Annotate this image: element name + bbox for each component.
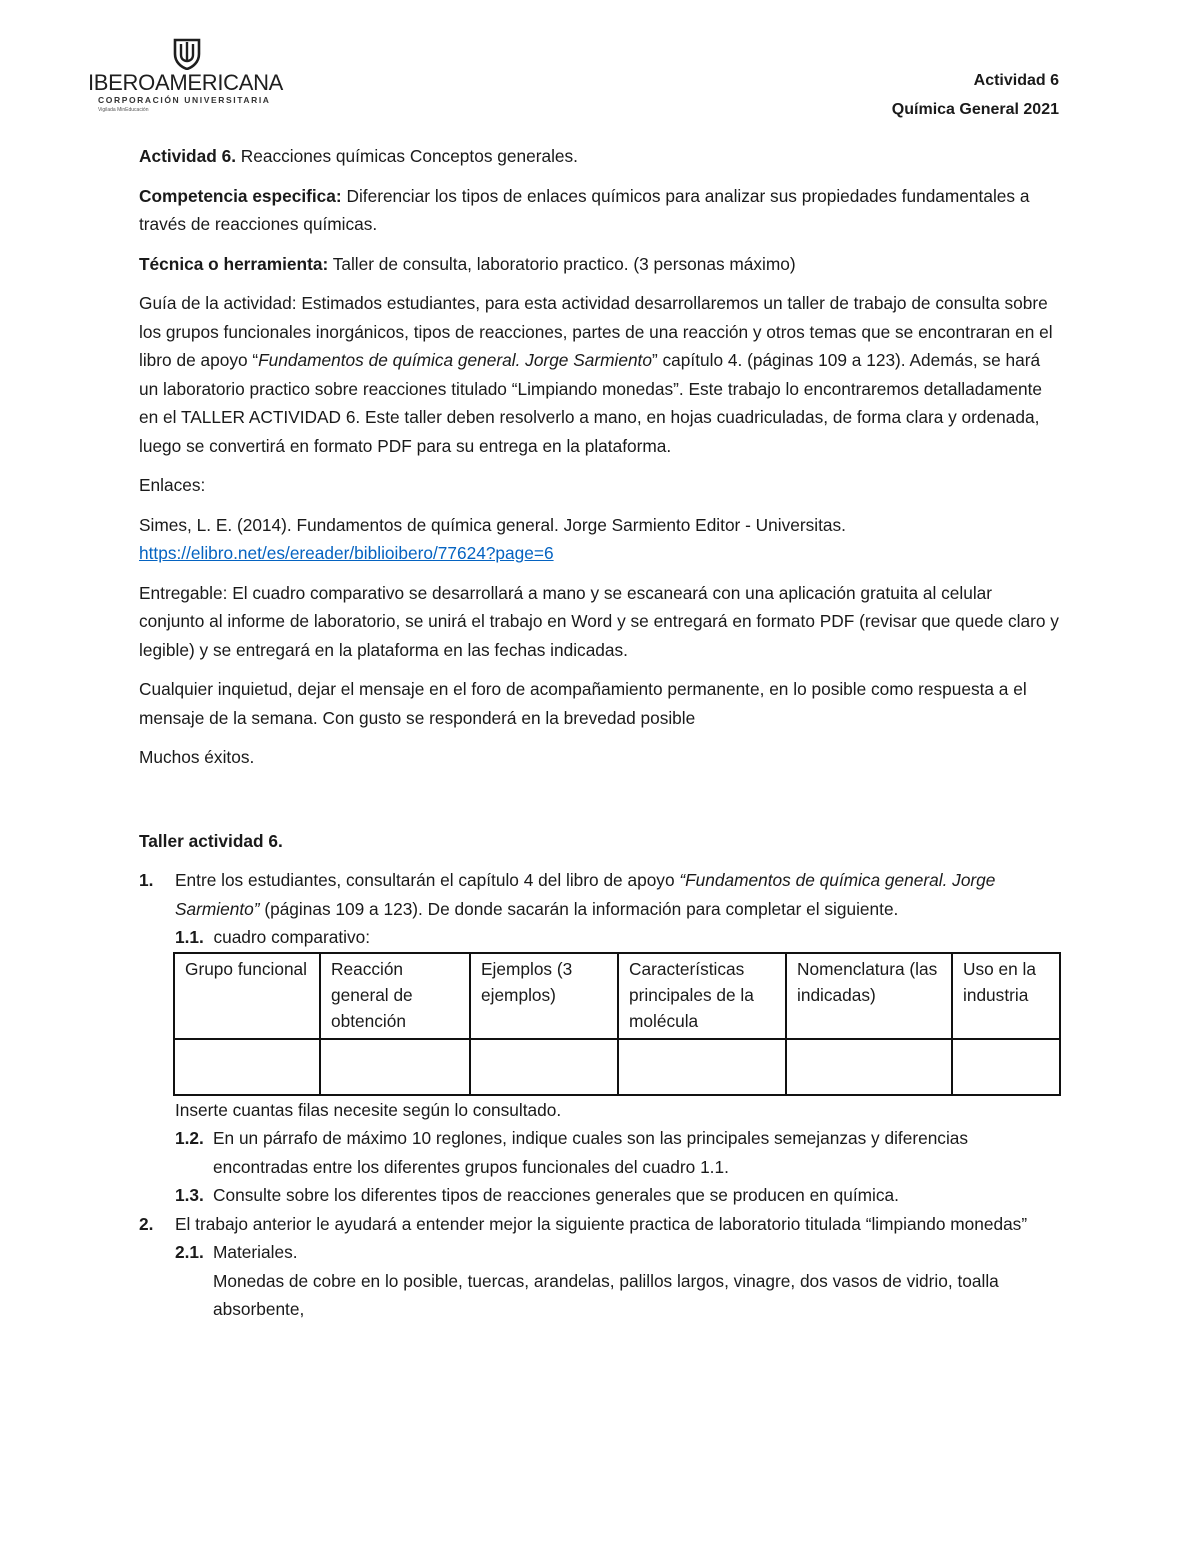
exitos-paragraph: Muchos éxitos. [139,747,255,767]
table-header-cell: Reacción general de obtención [320,953,470,1039]
table-note: Inserte cuantas filas necesite según lo consultado. [175,1099,562,1120]
table-cell [952,1039,1060,1095]
table-cell [786,1039,952,1095]
table-header-cell: Ejemplos (3 ejemplos) [470,953,618,1039]
university-logo [88,38,288,118]
book-title: Fundamentos de química general. Jorge Sarmiento [258,350,652,370]
table-header-cell: Uso en la industria [952,953,1060,1039]
list-item-2: 2. El trabajo anterior le ayudará a entender mejor la siguiente practica de laboratorio titulada “limpiando monedas” [139,1213,1028,1234]
logo-name: IBEROAMERICANA [88,70,284,95]
table-header-cell: Nomenclatura (las indicadas) [786,953,952,1039]
table-row [174,1039,1060,1095]
list-item-2-1: 2.1. Materiales. [175,1242,298,1262]
inquietud-paragraph: Cualquier inquietud, dejar el mensaje en el foro de acompañamiento permanente, en lo posible como respuesta a el mensaje de la semana. Con gusto se responderá en la brevedad posible [139,679,1027,728]
shield-logo-icon [172,38,202,70]
list-item-1-1: 1.1. cuadro comparativo: [175,927,371,947]
table-header-row [174,953,1060,1039]
logo-tagline: Vigilada MinEducación [98,107,149,113]
guia-paragraph: Guía de la actividad: Estimados estudiantes, para esta actividad desarrollaremos un taller de trabajo de consulta sobre los grupos funcionales inorgánicos, tipos de reacciones, partes de una reacción y otros temas que se encontraran en el libro de apoyo “Fundamentos de química general. Jorge Sarmiento” capítulo 4. (páginas 109 a 123). Además, se hará un laboratorio practico sobre reacciones titulado “Limpiando monedas”. Este trabajo lo encontraremos detalladamente en el TALLER ACTIVIDAD 6. Este taller deben resolverlo a mano, en hojas cuadriculadas, de forma clara y ordenada, luego se convertirá en formato PDF para su entrega en la plataforma. [139,293,1053,456]
tecnica-paragraph: Técnica o herramienta: Taller de consulta, laboratorio practico. (3 personas máximo) [139,253,796,274]
table-header-cell: Grupo funcional [174,953,320,1039]
table-header-cell: Características principales de la molécula [618,953,786,1039]
reference-text: Simes, L. E. (2014). Fundamentos de química general. Jorge Sarmiento Editor - Universitas. [139,514,846,535]
list-item-1: 1. Entre los estudiantes, consultarán el capítulo 4 del libro de apoyo “Fundamentos de química general. Jorge Sarmiento” (páginas 109 a 123). De donde sacarán la información para completar el siguiente. [139,870,996,919]
activity-title: Actividad 6. Reacciones químicas Conceptos generales. [139,146,578,166]
competencia-paragraph: Competencia especifica: Diferenciar los tipos de enlaces químicos para analizar sus propiedades fundamentales a través de reacciones químicas. [139,185,1030,234]
logo-subtitle: CORPORACIÓN UNIVERSITARIA [98,95,271,105]
list-item-1-3: 1.3. Consulte sobre los diferentes tipos de reacciones generales que se producen en química. [175,1185,899,1205]
table-cell [320,1039,470,1095]
reference-paragraph [139,511,1061,568]
list-item-1-2: 1.2. En un párrafo de máximo 10 reglones, indique cuales son las principales semejanzas y diferencias encontradas entre los diferentes grupos funcionales del cuadro 1.1. [175,1128,969,1177]
taller-title: Taller actividad 6. [139,830,283,851]
table-cell [174,1039,320,1095]
ebook-link[interactable]: https://elibro.net/es/ereader/biblioibero/77624?page=6 [139,543,554,563]
document-body [139,142,1061,1324]
materiales-text: Monedas de cobre en lo posible, tuercas, arandelas, palillos largos, vinagre, dos vasos de vidrio, toalla absorbente, [213,1270,999,1319]
table-cell [470,1039,618,1095]
table-cell [618,1039,786,1095]
enlaces-label: Enlaces: [139,475,206,495]
header-activity: Actividad 6 [973,72,1059,89]
comparison-table [173,952,1061,1096]
header-course: Química General 2021 [891,101,1059,118]
entregable-paragraph: Entregable: El cuadro comparativo se desarrollará a mano y se escaneará con una aplicación gratuita al celular conjunto al informe de laboratorio, se unirá el trabajo en Word y se entregará en formato PDF (revisar que quede claro y legible) y se entregará en la plataforma en las fechas indicadas. [139,582,1059,660]
